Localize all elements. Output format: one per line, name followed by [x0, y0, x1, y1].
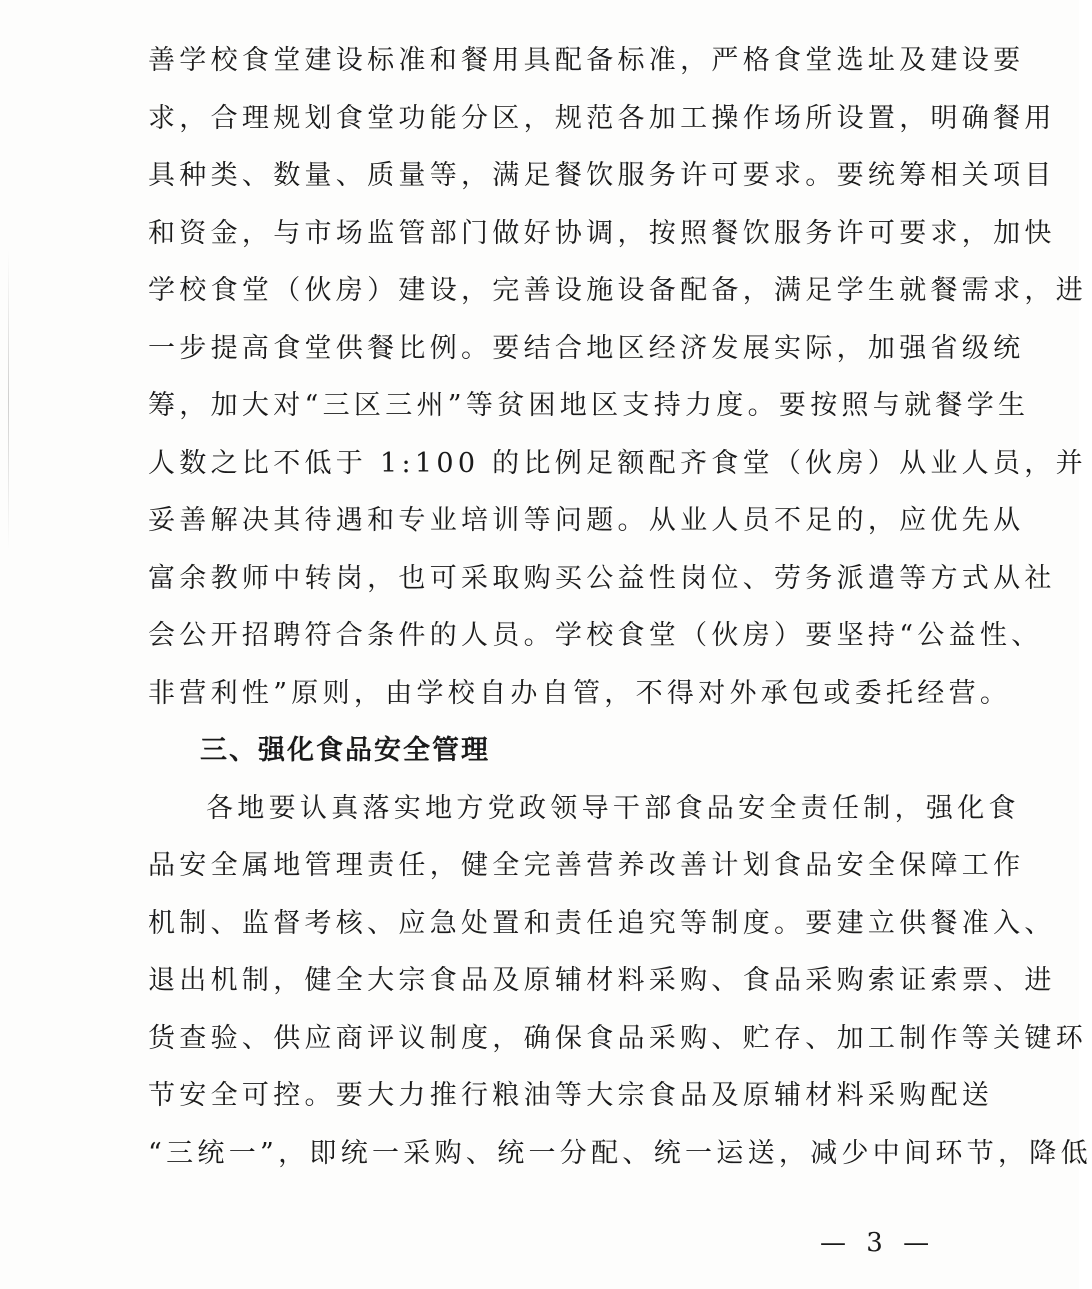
paragraph-line: 和资金，与市场监管部门做好协调，按照餐饮服务许可要求，加快 — [148, 217, 1056, 249]
paragraph-line: 求，合理规划食堂功能分区，规范各加工操作场所设置，明确餐用 — [148, 102, 1056, 134]
paragraph-line: 善学校食堂建设标准和餐用具配备标准，严格食堂选址及建设要 — [148, 45, 1025, 76]
paragraph-line: 货查验、供应商评议制度，确保食品采购、贮存、加工制作等关键环 — [148, 1022, 1087, 1054]
paragraph-line: 筹，加大对“三区三州”等贫困地区支持力度。要按照与就餐学生 — [148, 390, 1030, 421]
page-number: — 3 — — [820, 1228, 936, 1258]
paragraph-line: 人数之比不低于 1:100 的比例足额配齐食堂（伙房）从业人员，并 — [148, 447, 1087, 479]
paragraph-line: 妥善解决其待遇和专业培训等问题。从业人员不足的，应优先从 — [148, 505, 1025, 536]
paragraph-line: 品安全属地管理责任，健全完善营养改善计划食品安全保障工作 — [148, 850, 1025, 881]
paragraph-line: 会公开招聘符合条件的人员。学校食堂（伙房）要坚持“公益性、 — [148, 620, 1043, 651]
paragraph-line: 学校食堂（伙房）建设，完善设施设备配备，满足学生就餐需求，进 — [148, 275, 1087, 306]
paragraph-line: “三统一”，即统一采购、统一分配、统一运送，减少中间环节，降低 — [148, 1137, 1092, 1169]
paragraph-line: 节安全可控。要大力推行粮油等大宗食品及原辅材料采购配送 — [148, 1080, 994, 1111]
paragraph-line: 富余教师中转岗，也可采取购买公益性岗位、劳务派遣等方式从社 — [148, 562, 1056, 594]
paragraph-line: 各地要认真落实地方党政领导干部食品安全责任制，强化食 — [206, 792, 1020, 824]
paragraph-line: 退出机制，健全大宗食品及原辅材料采购、食品采购索证索票、进 — [148, 965, 1056, 996]
scan-margin-mark — [8, 250, 9, 550]
paragraph-line: 一步提高食堂供餐比例。要结合地区经济发展实际，加强省级统 — [148, 332, 1025, 364]
paragraph-line: 机制、监督考核、应急处置和责任追究等制度。要建立供餐准入、 — [148, 907, 1056, 939]
section-heading: 三、强化食品安全管理 — [200, 735, 490, 766]
paragraph-line: 非营利性”原则，由学校自办自管，不得对外承包或委托经营。 — [148, 677, 1012, 709]
paragraph-line: 具种类、数量、质量等，满足餐饮服务许可要求。要统筹相关项目 — [148, 160, 1056, 191]
document-body — [148, 32, 1092, 1182]
